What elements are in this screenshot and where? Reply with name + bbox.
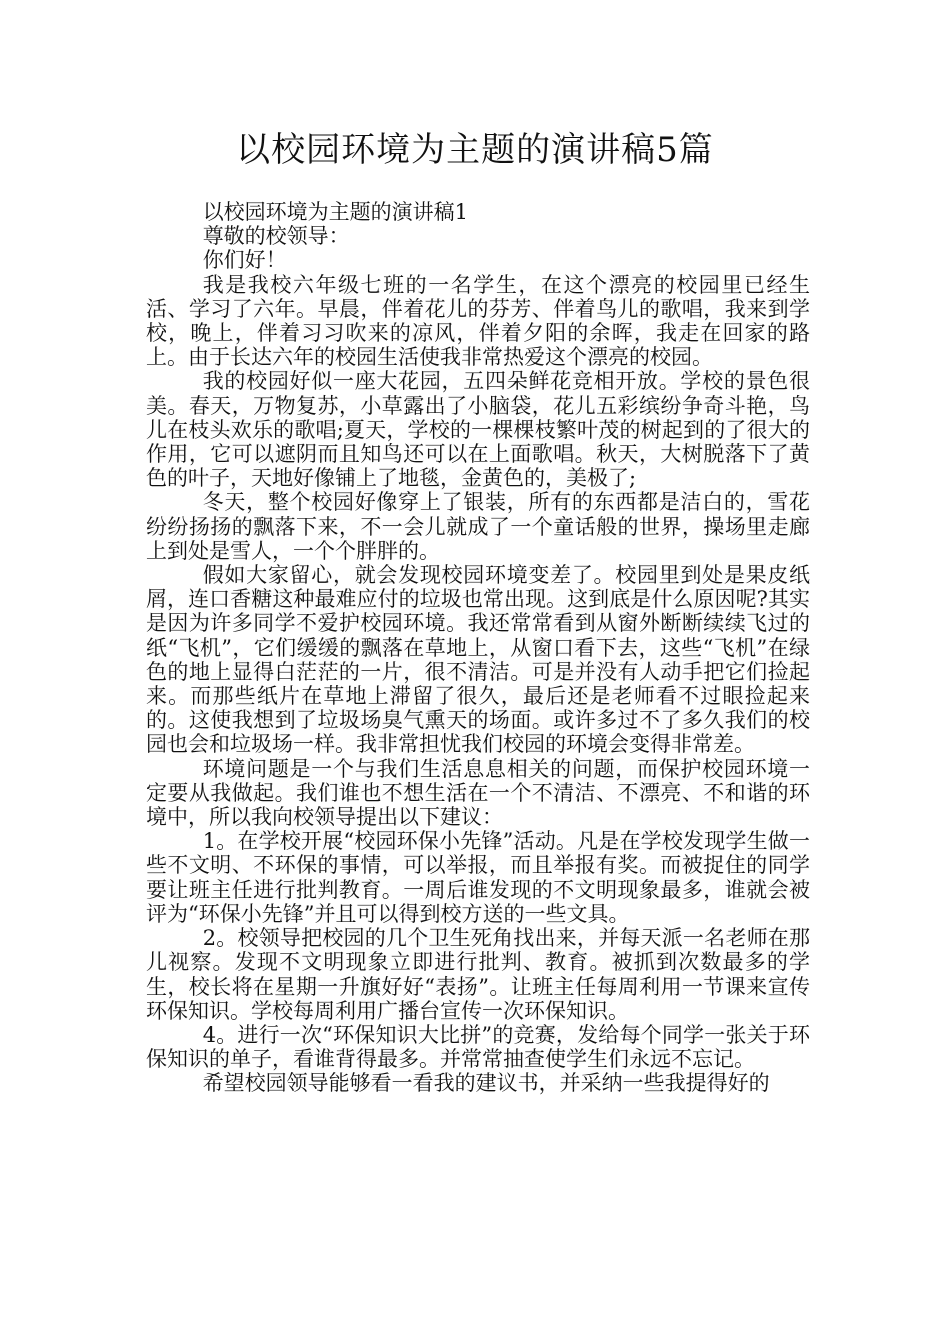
suggestion-item: 4。进行一次“环保知识大比拼”的竞赛，发给每个同学一张关于环保知识的单子，看谁背得最多。并常常抽查使学生们永远不忘记。 (146, 1022, 810, 1072)
paragraph: 希望校园领导能够看一看我的建议书，并采纳一些我提得好的 (202, 1071, 770, 1096)
document-title: 以校园环境为主题的演讲稿5篇 (236, 130, 714, 170)
section-heading: 以校园环境为主题的演讲稿1 (202, 200, 469, 224)
salutation: 尊敬的校领导： (202, 224, 350, 249)
greeting: 你们好！ (202, 248, 287, 273)
paragraph: 环境问题是一个与我们生活息息相关的问题，而保护校园环境一定要从我做起。我们谁也不想生活在一个不清洁、不漂亮、不和谐的环境中，所以我向校领导提出以下建议： (146, 756, 810, 830)
paragraph: 假如大家留心，就会发现校园环境变差了。校园里到处是果皮纸屑，连口香糖这种最难应付的垃圾也常出现。这到底是什么原因呢?其实是因为许多同学不爱护校园环境。我还常常看到从窗外断断续续飞过的纸“飞机”，它们缓缓的飘落在草地上，从窗口看下去，这些“飞机”在绿色的地上显得白茫茫的一片，很不清洁。可是并没有人动手把它们捡起来。而那些纸片在草地上滞留了很久，最后还是老师看不过眼捡起来的。这使我想到了垃圾场臭气熏天的场面。或许多过不了多久我们的校园也会和垃圾场一样。我非常担忧我们校园的环境会变得非常差。 (146, 563, 810, 757)
suggestion-item: 2。校领导把校园的几个卫生死角找出来，并每天派一名老师在那儿视察。发现不文明现象立即进行批判、教育。被抓到次数最多的学生，校长将在星期一升旗好好“表扬”。让班主任每周利用一节课来宣传环保知识。学校每周利用广播台宣传一次环保知识。 (146, 926, 810, 1023)
paragraph: 冬天，整个校园好像穿上了银装，所有的东西都是洁白的，雪花纷纷扬扬的飘落下来，不一会儿就成了一个童话般的世界，操场里走廊上到处是雪人，一个个胖胖的。 (146, 490, 810, 563)
paragraph: 我的校园好似一座大花园，五四朵鲜花竞相开放。学校的景色很美。春天，万物复苏，小草露出了小脑袋，花儿五彩缤纷争奇斗艳，鸟儿在枝头欢乐的歌唱;夏天，学校的一棵棵枝繁叶茂的树起到的了很大的作用，它可以遮阴而且知鸟还可以在上面歌唱。秋天，大树脱落下了黄色的叶子，天地好像铺上了地毯，金黄色的，美极了; (146, 369, 810, 491)
document-body (146, 200, 810, 1096)
suggestion-item: 1。在学校开展“校园环保小先锋”活动。凡是在学校发现学生做一些不文明、不环保的事情，可以举报，而且举报有奖。而被捉住的同学要让班主任进行批判教育。一周后谁发现的不文明现象最多，谁就会被评为“环保小先锋”并且可以得到校方送的一些文具。 (146, 829, 810, 926)
paragraph: 我是我校六年级七班的一名学生，在这个漂亮的校园里已经生活、学习了六年。早晨，伴着花儿的芬芳、伴着鸟儿的歌唱，我来到学校，晚上，伴着习习吹来的凉风，伴着夕阳的余晖，我走在回家的路上。由于长达六年的校园生活使我非常热爱这个漂亮的校园。 (146, 272, 810, 370)
